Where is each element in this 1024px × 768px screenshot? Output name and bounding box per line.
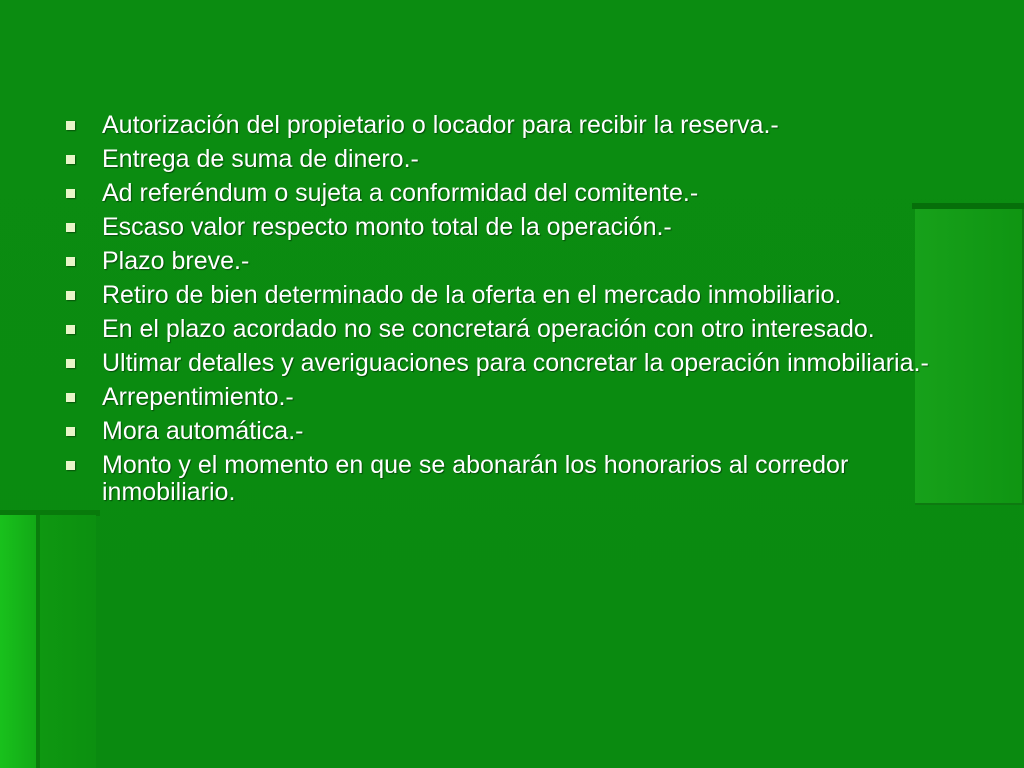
slide-content (62, 112, 962, 513)
square-bullet-icon (66, 121, 75, 130)
list-item (62, 112, 962, 139)
list-item (62, 418, 962, 445)
decorative-bar-left-edge (36, 515, 40, 768)
square-bullet-icon (66, 291, 75, 300)
square-bullet-icon (66, 461, 75, 470)
list-item-text: Retiro de bien determinado de la oferta en el mercado inmobiliario. (102, 281, 842, 309)
square-bullet-icon (66, 393, 75, 402)
list-item (62, 350, 962, 377)
list-item (62, 146, 962, 173)
list-item-text: Arrepentimiento.- (102, 383, 294, 411)
list-item (62, 384, 962, 411)
list-item (62, 316, 962, 343)
list-item (62, 180, 962, 207)
bullet-list (62, 112, 962, 506)
decorative-bar-left-inner (38, 515, 96, 768)
square-bullet-icon (66, 427, 75, 436)
square-bullet-icon (66, 257, 75, 266)
list-item-text: Escaso valor respecto monto total de la operación.- (102, 213, 672, 241)
square-bullet-icon (66, 359, 75, 368)
list-item-text: Plazo breve.- (102, 247, 250, 275)
list-item-text: Monto y el momento en que se abonarán los honorarios al corredor inmobiliario. (102, 451, 849, 506)
list-item-text: Ad referéndum o sujeta a conformidad del comitente.- (102, 179, 699, 207)
list-item (62, 214, 962, 241)
list-item-text: En el plazo acordado no se concretará operación con otro interesado. (102, 315, 875, 343)
decorative-bar-left (0, 515, 38, 768)
list-item-text: Ultimar detalles y averiguaciones para concretar la operación inmobiliaria.- (102, 349, 929, 377)
list-item (62, 282, 962, 309)
square-bullet-icon (66, 189, 75, 198)
square-bullet-icon (66, 155, 75, 164)
square-bullet-icon (66, 325, 75, 334)
list-item-text: Autorización del propietario o locador para recibir la reserva.- (102, 111, 779, 139)
list-item (62, 248, 962, 275)
list-item-text: Mora automática.- (102, 417, 304, 445)
square-bullet-icon (66, 223, 75, 232)
list-item (62, 452, 962, 506)
list-item-text: Entrega de suma de dinero.- (102, 145, 419, 173)
